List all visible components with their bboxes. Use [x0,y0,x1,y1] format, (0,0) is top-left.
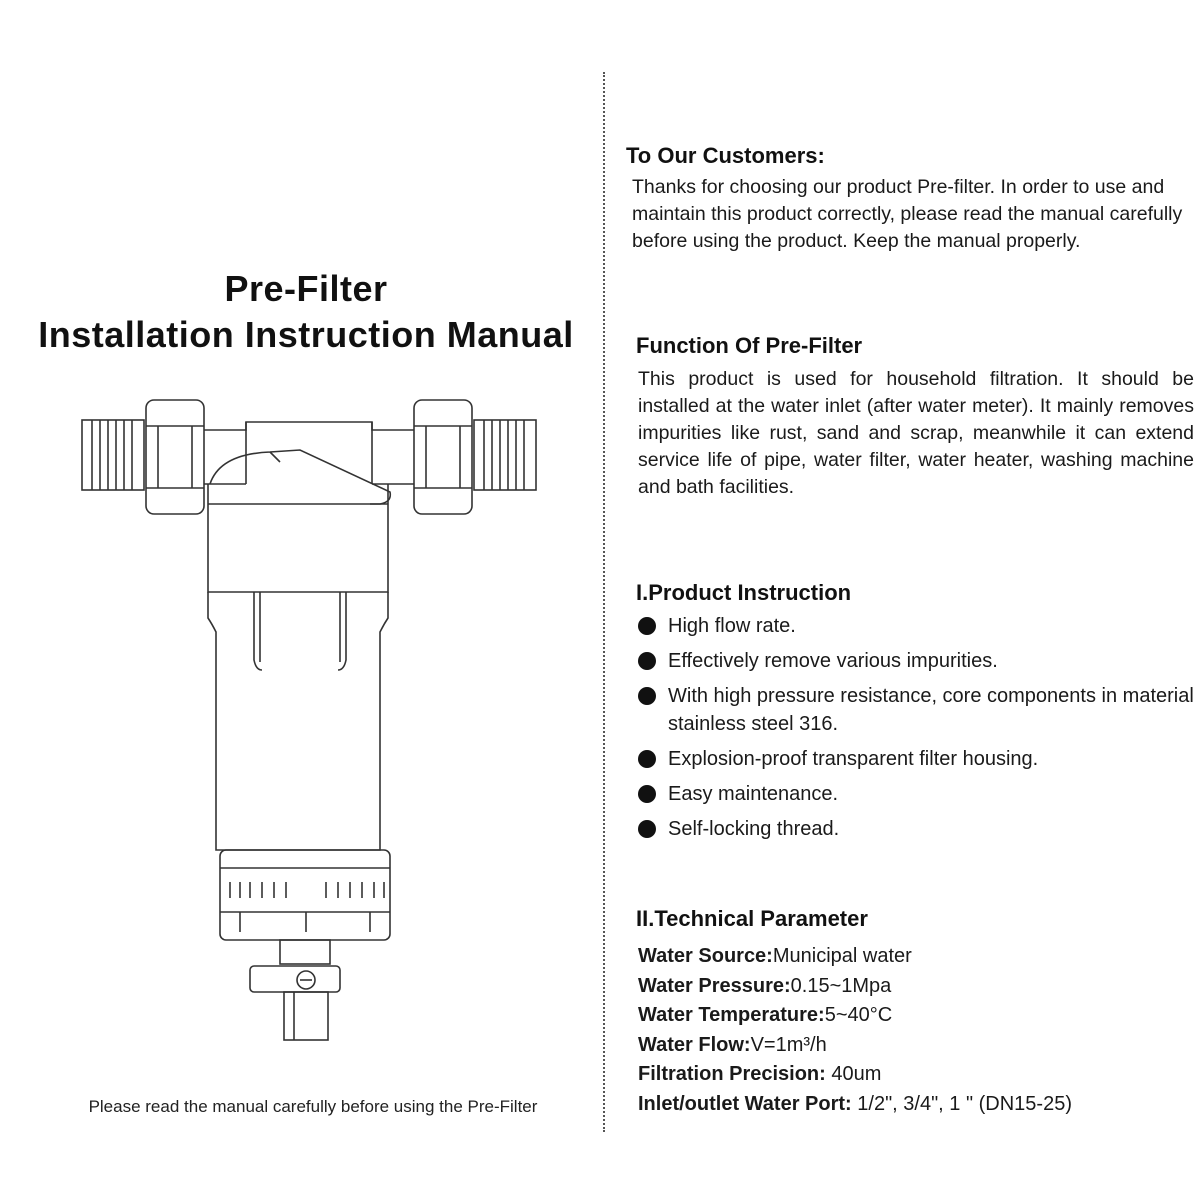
parameter-label: Water Source: [638,945,773,967]
right-union-nut [414,400,472,514]
pre-filter-diagram [70,392,550,1052]
left-union-nut [146,400,204,514]
parameter-label: Water Pressure: [638,974,791,997]
parameter-label: Water Flow: [638,1033,751,1056]
feature-item [638,647,1198,675]
bullet-icon [638,687,656,705]
title-line-2: Installation Instruction Manual [38,314,574,355]
right-panel [610,0,1200,1200]
feature-text: Effectively remove various impurities. [668,650,998,672]
center-pipe [204,422,414,484]
bullet-icon [638,820,656,838]
customers-heading: To Our Customers: [626,143,825,168]
parameter-value: V=1m³/h [750,1033,827,1056]
parameter-row [638,972,1198,1002]
parameter-label: Inlet/outlet Water Port: [638,1092,852,1115]
function-text: This product is used for household filtration. It should be installed at the water inlet (after water meter). It mainly removes impurities like rust, sand and scrap, meanwhile it can extend service life of pipe, water filter, water heater, washing machine and bath facilities. [638,368,1194,498]
parameter-row [638,942,1198,972]
parameter-row [638,1001,1198,1031]
bullet-icon [638,617,656,635]
feature-item [638,612,1198,640]
feature-text: High flow rate. [668,615,796,637]
bullet-icon [638,750,656,768]
parameter-value: Municipal water [772,945,912,967]
parameter-value: 0.15~1Mpa [790,974,892,997]
technical-parameter-heading: II.Technical Parameter [636,906,868,931]
footnote: Please read the manual carefully before using the Pre-Filter [88,1097,538,1116]
feature-list [638,612,1198,850]
customers-text: Thanks for choosing our product Pre-filter. In order to use and maintain this product correctly, please read the manual carefully before using the product. Keep the manual properly. [632,176,1183,252]
parameter-row [638,1090,1198,1120]
parameter-value: 5~40°C [824,1004,893,1026]
title-line-1: Pre-Filter [224,268,388,309]
feature-text: Explosion-proof transparent filter housing. [668,748,1039,770]
filter-bottom-ring [220,850,390,940]
bullet-icon [638,785,656,803]
bullet-icon [638,652,656,670]
parameter-label: Filtration Precision: [638,1063,826,1085]
feature-item [638,815,1198,843]
feature-item [638,745,1198,773]
feature-item [638,780,1198,808]
left-inlet-thread [82,420,144,490]
function-heading: Function Of Pre-Filter [636,333,863,358]
dotted-divider [603,72,605,1132]
parameter-value: 40um [825,1063,882,1085]
parameter-row [638,1031,1198,1061]
filter-head [208,450,390,592]
right-outlet-thread [474,420,536,490]
parameter-list [638,942,1198,1119]
product-instruction-heading: I.Product Instruction [636,580,852,605]
feature-item [638,682,1198,738]
drain-valve [250,940,340,1040]
feature-text: Self-locking thread. [668,818,840,840]
filter-housing [208,592,388,850]
parameter-label: Water Temperature: [638,1004,825,1026]
feature-text: Easy maintenance. [668,783,839,805]
feature-text: With high pressure resistance, core components in material stainless steel 316. [668,685,1194,735]
parameter-row [638,1060,1198,1090]
parameter-value: 1/2", 3/4", 1 " (DN15-25) [851,1092,1072,1115]
